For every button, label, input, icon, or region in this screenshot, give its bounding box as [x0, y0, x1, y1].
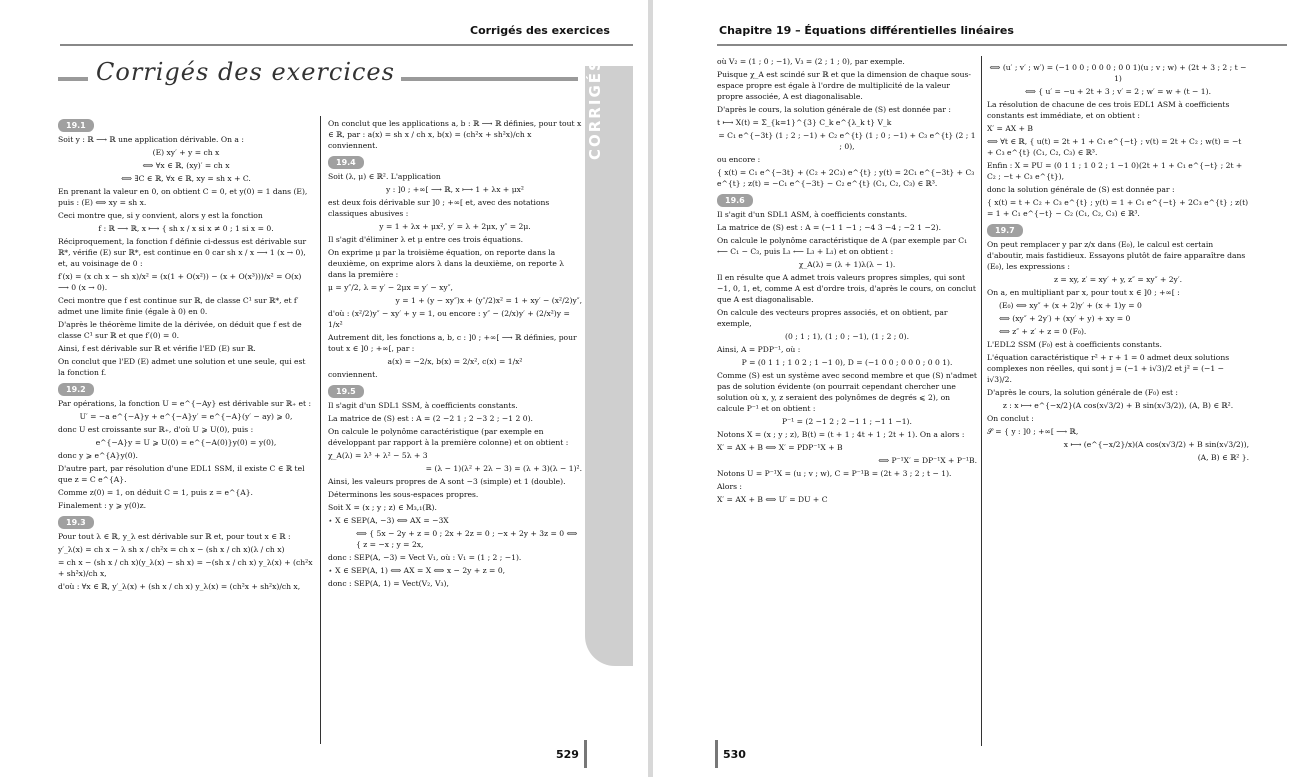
text-line: conviennent.	[328, 370, 378, 379]
text-line: x ⟼ (e^{−x/2}/x)(A cos(x√3/2) + B sin(x√3/2)),	[1063, 440, 1249, 449]
side-tab-label: CORRIGÉS	[586, 58, 604, 160]
text-line: y = 1 + λx + μx², y′ = λ + 2μx, y″ = 2μ.	[379, 222, 531, 231]
text-line: = C₁ e^{−3t} (1 ; 2 ; −1) + C₂ e^{t} (1 ; 0 ; −1) + C₃ e^{t} (2 ; 1 ; 0),	[718, 131, 976, 151]
left-column-1	[58, 116, 314, 594]
text-line: où V₂ = (1 ; 0 ; −1), V₃ = (2 ; 1 ; 0), par exemple.	[717, 57, 905, 66]
text-line: X′ = AX + B ⟺ X′ = PDP⁻¹X + B	[717, 443, 843, 452]
text-line: X′ = AX + B ⟺ U′ = DU + C	[717, 495, 828, 504]
text-line: Notons U = P⁻¹X = (u ; v ; w), C = P⁻¹B = (2t + 3 ; 2 ; t − 1).	[717, 469, 952, 478]
text-line: X′ = AX + B	[987, 124, 1033, 133]
text-line: ⟺ z″ + z′ + z = 0 (F₀).	[999, 327, 1087, 336]
exercise-heading	[58, 116, 314, 134]
text-line: La matrice de (S) est : A = (2 −2 1 ; 2 −3 2 ; −1 2 0).	[328, 414, 533, 423]
text-line: On exprime μ par la troisième équation, on reporte dans la deuxième, on exprime alors λ dans la deuxième, on reporte λ dans la première :	[328, 248, 565, 279]
text-line: t ⟼ X(t) = Σ_{k=1}^{3} C_k e^{λ_k t} V_k	[717, 118, 892, 127]
text-line: Ainsi, A = PDP⁻¹, où :	[717, 345, 801, 354]
text-line: L'EDL2 SSM (F₀) est à coefficients constants.	[987, 340, 1162, 349]
text-line: D'autre part, par résolution d'une EDL1 SSM, il existe C ∈ ℝ tel que z = C e^{A}.	[58, 464, 305, 484]
text-line: d'où : ∀x ∈ ℝ, y′_λ(x) + (sh x / ch x) y_λ(x) = (ch²x + sh²x)/ch x,	[58, 582, 301, 591]
text-line: (0 ; 1 ; 1), (1 ; 0 ; −1), (1 ; 2 ; 0).	[784, 332, 909, 341]
exercise-heading	[58, 513, 314, 531]
text-line: donc la solution générale de (S) est donnée par :	[987, 185, 1175, 194]
text-line: Finalement : y ⩾ y(0)z.	[58, 501, 147, 510]
section-title: Corrigés des exercices	[90, 58, 401, 86]
text-line: Enfin : X = PU = (0 1 1 ; 1 0 2 ; 1 −1 0)(2t + 1 + C₁ e^{−t} ; 2t + C₂ ; −t + C₃ e^{t}),	[987, 161, 1243, 181]
right-column-2	[987, 62, 1249, 465]
text-line: y : ]0 ; +∞[ ⟶ ℝ, x ⟼ 1 + λx + μx²	[386, 185, 524, 194]
text-line: d'où : (x²/2)y″ − xy′ + y = 1, ou encore : y″ − (2/x)y′ + (2/x²)y = 1/x²	[328, 309, 570, 329]
running-head-left: Corrigés des exercices	[470, 24, 610, 37]
text-line: ⟺ { 5x − 2y + z = 0 ; 2x + 2z = 0 ; −x + 2y + 3z = 0 ⟺ { z = −x ; y = 2x,	[356, 529, 578, 549]
column-divider-left	[320, 116, 321, 744]
header-rule-right	[717, 44, 1287, 46]
running-head-right: Chapitre 19 – Équations différentielles linéaires	[719, 24, 1014, 37]
text-line: P = (0 1 1 ; 1 0 2 ; 1 −1 0), D = (−1 0 0 ; 0 0 0 ; 0 0 1).	[741, 358, 953, 367]
text-line: Ceci montre que, si y convient, alors y est la fonction	[58, 211, 263, 220]
text-line: ⟺ { u′ = −u + 2t + 3 ; v′ = 2 ; w′ = w + (t − 1).	[1024, 87, 1212, 96]
exercise-number-badge: 19.2	[58, 383, 94, 396]
text-line: Comme z(0) = 1, on déduit C = 1, puis z = e^{A}.	[58, 488, 253, 497]
text-line: Réciproquement, la fonction f définie ci-dessus est dérivable sur ℝ*, vérifie (E) sur ℝ*, est continue en 0 car sh x / x ⟶ 1 (x → 0), et, au voisinage de 0 :	[58, 237, 307, 268]
text-line: Alors :	[717, 482, 742, 491]
text-line: ⟺ P⁻¹X′ = DP⁻¹X + P⁻¹B.	[878, 456, 977, 465]
text-line: z : x ⟼ e^{−x/2}(A cos(x√3/2) + B sin(x√3/2)), (A, B) ∈ ℝ².	[1002, 401, 1234, 410]
right-page	[653, 0, 1301, 777]
text-line: donc : SEP(A, 1) = Vect(V₂, V₃),	[328, 579, 449, 588]
exercise-heading	[717, 191, 977, 209]
exercise-number-badge: 19.1	[58, 119, 94, 132]
exercise-heading	[987, 221, 1249, 239]
text-line: 𝒮 = { y : ]0 ; +∞[ ⟶ ℝ,	[987, 427, 1079, 436]
text-line: Il s'agit d'éliminer λ et μ entre ces trois équations.	[328, 235, 524, 244]
exercise-number-badge: 19.7	[987, 224, 1023, 237]
page-number-left: 529	[556, 748, 579, 761]
text-line: y′_λ(x) = ch x − λ sh x / ch²x = ch x − (sh x / ch x)(λ / ch x)	[58, 545, 285, 554]
text-line: ⟺ ∀x ∈ ℝ, (xy)′ = ch x	[142, 161, 230, 170]
text-line: D'après le cours, la solution générale de (S) est donnée par :	[717, 105, 951, 114]
text-line: On calcule le polynôme caractéristique de A (par exemple par C₁ ⟵ C₁ − C₃, puis L₃ ⟵ L₃ + L₁) et on obtient :	[717, 236, 968, 256]
text-line: (E) xy′ + y = ch x	[152, 148, 220, 157]
text-line: Pour tout λ ∈ ℝ, y_λ est dérivable sur ℝ et, pour tout x ∈ ℝ :	[58, 532, 291, 541]
text-line: Puisque χ_A est scindé sur ℝ et que la dimension de chaque sous-espace propre est égale à l'ordre de multiplicité de la valeur propre associée, A est diagonalisable.	[717, 70, 971, 101]
text-line: est deux fois dérivable sur ]0 ; +∞[ et, avec des notations classiques abusives :	[328, 198, 550, 218]
exercise-number-badge: 19.3	[58, 516, 94, 529]
text-line: Déterminons les sous-espaces propres.	[328, 490, 479, 499]
left-page	[0, 0, 648, 777]
text-line: En prenant la valeur en 0, on obtient C = 0, et y(0) = 1 dans (E), puis : (E) ⟺ xy = sh x.	[58, 187, 308, 207]
text-line: L'équation caractéristique r² + r + 1 = 0 admet deux solutions complexes non réelles, qui sont j = (−1 + i√3)/2 et j² = (−1 − i√3)/2.	[987, 353, 1230, 384]
exercise-heading	[58, 380, 314, 398]
text-line: D'après le théorème limite de la dérivée, on déduit que f est de classe C¹ sur ℝ et que f′(0) = 0.	[58, 320, 302, 340]
text-line: Autrement dit, les fonctions a, b, c : ]0 ; +∞[ ⟶ ℝ définies, pour tout x ∈ ]0 ; +∞[, par :	[328, 333, 577, 353]
exercise-heading	[328, 153, 582, 171]
text-line: On conclut que l'ED (E) admet une solution et une seule, qui est la fonction f.	[58, 357, 306, 377]
text-line: χ_A(λ) = (λ + 1)λ(λ − 1).	[798, 260, 896, 269]
text-line: Notons X = (x ; y ; z), B(t) = (t + 1 ; 4t + 1 ; 2t + 1). On a alors :	[717, 430, 965, 439]
text-line: donc : SEP(A, −3) = Vect V₁, où : V₁ = (1 ; 2 ; −1).	[328, 553, 522, 562]
text-line: z = xy, z′ = xy′ + y, z″ = xy″ + 2y′.	[1054, 275, 1182, 284]
text-line: (A, B) ∈ ℝ² }.	[1197, 453, 1249, 462]
page-number-bar-right	[715, 740, 718, 768]
text-line: D'après le cours, la solution générale de (F₀) est :	[987, 388, 1178, 397]
text-line: ou encore :	[717, 155, 761, 164]
text-line: Ainsi, les valeurs propres de A sont −3 (simple) et 1 (double).	[328, 477, 566, 486]
text-line: χ_A(λ) = λ³ + λ² − 5λ + 3	[328, 451, 428, 460]
exercise-heading	[328, 382, 582, 400]
text-line: ⋆ X ∈ SEP(A, 1) ⟺ AX = X ⟺ x − 2y + z = 0,	[328, 566, 506, 575]
exercise-number-badge: 19.5	[328, 385, 364, 398]
text-line: ⟺ (xy″ + 2y′) + (xy′ + y) + xy = 0	[999, 314, 1131, 323]
text-line: Il s'agit d'un SDL1 ASM, à coefficients constants.	[717, 210, 908, 219]
text-line: (E₀) ⟺ xy″ + (x + 2)y′ + (x + 1)y = 0	[999, 301, 1142, 310]
text-line: Ceci montre que f est continue sur ℝ, de classe C¹ sur ℝ*, et f′ admet une limite finie (égale à 0) en 0.	[58, 296, 299, 316]
text-line: P⁻¹ = (2 −1 2 ; 2 −1 1 ; −1 1 −1).	[782, 417, 912, 426]
text-line: Par opérations, la fonction U = e^{−Ay} est dérivable sur ℝ₊ et :	[58, 399, 312, 408]
text-line: ⋆ X ∈ SEP(A, −3) ⟺ AX = −3X	[328, 516, 449, 525]
text-line: On calcule le polynôme caractéristique (par exemple en développant par rapport à la première colonne) et on obtient :	[328, 427, 569, 447]
text-line: donc U est croissante sur ℝ₊, d'où U ⩾ U(0), puis :	[58, 425, 254, 434]
text-line: ⟺ ∃C ∈ ℝ, ∀x ∈ ℝ, xy = sh x + C.	[121, 174, 251, 183]
text-line: y = 1 + (y − xy″)x + (y″/2)x² = 1 + xy′ − (x²/2)y″,	[395, 296, 582, 305]
text-line: La résolution de chacune de ces trois EDL1 ASM à coefficients constants est immédiate, et on obtient :	[987, 100, 1230, 120]
text-line: Il en résulte que A admet trois valeurs propres simples, qui sont −1, 0, 1, et, comme A est d'ordre trois, d'après le cours, on conclut que A est diagonalisable.	[717, 273, 976, 304]
text-line: ⟺ ∀t ∈ ℝ, { u(t) = 2t + 1 + C₁ e^{−t} ; v(t) = 2t + C₂ ; w(t) = −t + C₃ e^{t} (C₁, C₂, C₃) ∈ ℝ³.	[987, 137, 1242, 157]
left-column-2	[328, 118, 582, 591]
text-line: On conclut que les applications a, b : ℝ ⟶ ℝ définies, pour tout x ∈ ℝ, par : a(x) = sh x / ch x, b(x) = (ch²x + sh²x)/ch x conviennent.	[328, 119, 582, 150]
text-line: { x(t) = C₁ e^{−3t} + (C₂ + 2C₃) e^{t} ; y(t) = 2C₁ e^{−3t} + C₃ e^{t} ; z(t) = −C₁ e^{−3t} − C₂ e^{t} (C₁, C₂, C₃) ∈ ℝ³.	[717, 168, 975, 188]
text-line: Comme (S) est un système avec second membre et que (S) n'admet pas de solution évidente (on pourrait cependant chercher une solution où x, y, z seraient des polynômes de degrés ⩽ 2), on calcule P⁻¹ et on obtient :	[717, 371, 977, 413]
text-line: f : ℝ ⟶ ℝ, x ⟼ { sh x / x si x ≠ 0 ; 1 si x = 0.	[98, 224, 274, 233]
text-line: e^{−A}y = U ⩾ U(0) = e^{−A(0)}y(0) = y(0),	[95, 438, 277, 447]
text-line: { x(t) = t + C₂ + C₃ e^{t} ; y(t) = 1 + C₁ e^{−t} + 2C₃ e^{t} ; z(t) = 1 + C₁ e^{−t} − C₂ (C₁, C₂, C₃) ∈ ℝ³.	[987, 198, 1249, 218]
text-line: donc y ⩾ e^{A}y(0).	[58, 451, 138, 460]
text-line: μ = y″/2, λ = y′ − 2μx = y′ − xy″,	[328, 283, 453, 292]
text-line: Soit X = (x ; y ; z) ∈ M₃,₁(ℝ).	[328, 503, 437, 512]
text-line: Soit y : ℝ ⟶ ℝ une application dérivable. On a :	[58, 135, 244, 144]
title-bar-left	[58, 77, 88, 81]
text-line: Ainsi, f est dérivable sur ℝ et vérifie l'ED (E) sur ℝ.	[58, 344, 256, 353]
text-line: a(x) = −2/x, b(x) = 2/x², c(x) = 1/x²	[387, 357, 523, 366]
right-column-1	[717, 56, 977, 507]
text-line: On conclut :	[987, 414, 1034, 423]
text-line: On calcule des vecteurs propres associés, et on obtient, par exemple,	[717, 308, 948, 328]
text-line: On peut remplacer y par z/x dans (E₀), le calcul est certain d'aboutir, mais fastidieux. Essayons plutôt de faire apparaître dans (E₀), les expressions :	[987, 240, 1246, 271]
column-divider-right	[981, 56, 982, 746]
page-number-bar-left	[584, 740, 587, 768]
text-line: ⟺ (u′ ; v′ ; w′) = (−1 0 0 ; 0 0 0 ; 0 0 1)(u ; v ; w) + (2t + 3 ; 2 ; t − 1)	[989, 63, 1247, 83]
text-line: = (λ − 1)(λ² + 2λ − 3) = (λ + 3)(λ − 1)².	[425, 464, 582, 473]
text-line: La matrice de (S) est : A = (−1 1 −1 ; −4 3 −4 ; −2 1 −2).	[717, 223, 942, 232]
text-line: f′(x) = (x ch x − sh x)/x² = (x(1 + O(x²)) − (x + O(x³)))/x² = O(x) ⟶ 0 (x → 0).	[58, 272, 302, 292]
text-line: Soit (λ, μ) ∈ ℝ². L'application	[328, 172, 441, 181]
text-line: Il s'agit d'un SDL1 SSM, à coefficients constants.	[328, 401, 518, 410]
page-number-right: 530	[723, 748, 746, 761]
exercise-number-badge: 19.6	[717, 194, 753, 207]
text-line: U′ = −a e^{−A}y + e^{−A}y′ = e^{−A}(y′ − ay) ⩾ 0,	[79, 412, 293, 421]
exercise-number-badge: 19.4	[328, 156, 364, 169]
text-line: On a, en multipliant par x, pour tout x ∈ ]0 ; +∞[ :	[987, 288, 1180, 297]
header-rule-left	[60, 44, 633, 46]
text-line: = ch x − (sh x / ch x)(y_λ(x) − sh x) = −(sh x / ch x) y_λ(x) + (ch²x + sh²x)/ch x,	[58, 558, 313, 578]
